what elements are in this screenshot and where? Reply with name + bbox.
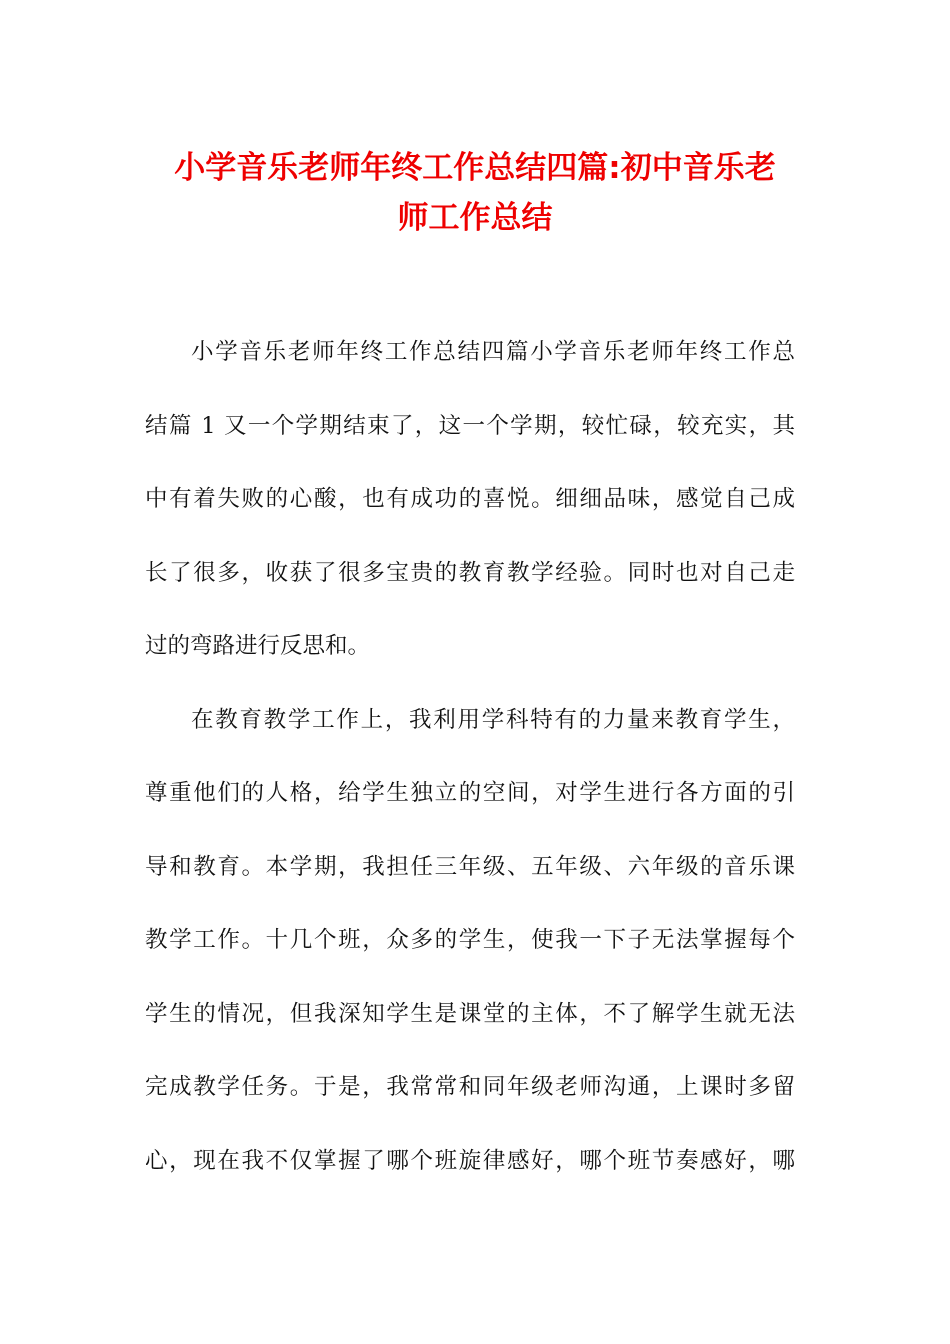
text-line: 学生的情况，但我深知学生是课堂的主体，不了解学生就无法 <box>145 1000 795 1027</box>
text-line: 导和教育。本学期，我担任三年级、五年级、六年级的音乐课 <box>145 853 795 880</box>
text-line: 结篇 1 又一个学期结束了，这一个学期，较忙碌，较充实，其 <box>145 412 795 439</box>
text-line: 完成教学任务。于是，我常常和同年级老师沟通，上课时多留 <box>145 1074 795 1100</box>
title-line-1: 小学音乐老师年终工作总结四篇:初中音乐老 <box>174 150 776 186</box>
text-line: 长了很多，收获了很多宝贵的教育教学经验。同时也对自己走 <box>145 559 795 586</box>
text-line: 过的弯路进行反思和。 <box>145 633 371 659</box>
text-line: 小学音乐老师年终工作总结四篇小学音乐老师年终工作总 <box>191 339 795 365</box>
text-line: 教学工作。十几个班，众多的学生，使我一下子无法掌握每个 <box>145 927 795 953</box>
title-line-2: 师工作总结 <box>397 200 553 236</box>
document-body <box>145 325 795 1207</box>
text-line: 心，现在我不仅掌握了哪个班旋律感好，哪个班节奏感好，哪 <box>145 1147 795 1174</box>
text-line: 尊重他们的人格，给学生独立的空间，对学生进行各方面的引 <box>145 780 795 806</box>
paragraph-2 <box>145 693 795 1208</box>
text-line: 在教育教学工作上，我利用学科特有的力量来教育学生， <box>191 706 795 733</box>
paragraph-1 <box>145 325 795 693</box>
document-title <box>120 143 830 243</box>
text-line: 中有着失败的心酸，也有成功的喜悦。细细品味，感觉自己成 <box>145 486 795 512</box>
